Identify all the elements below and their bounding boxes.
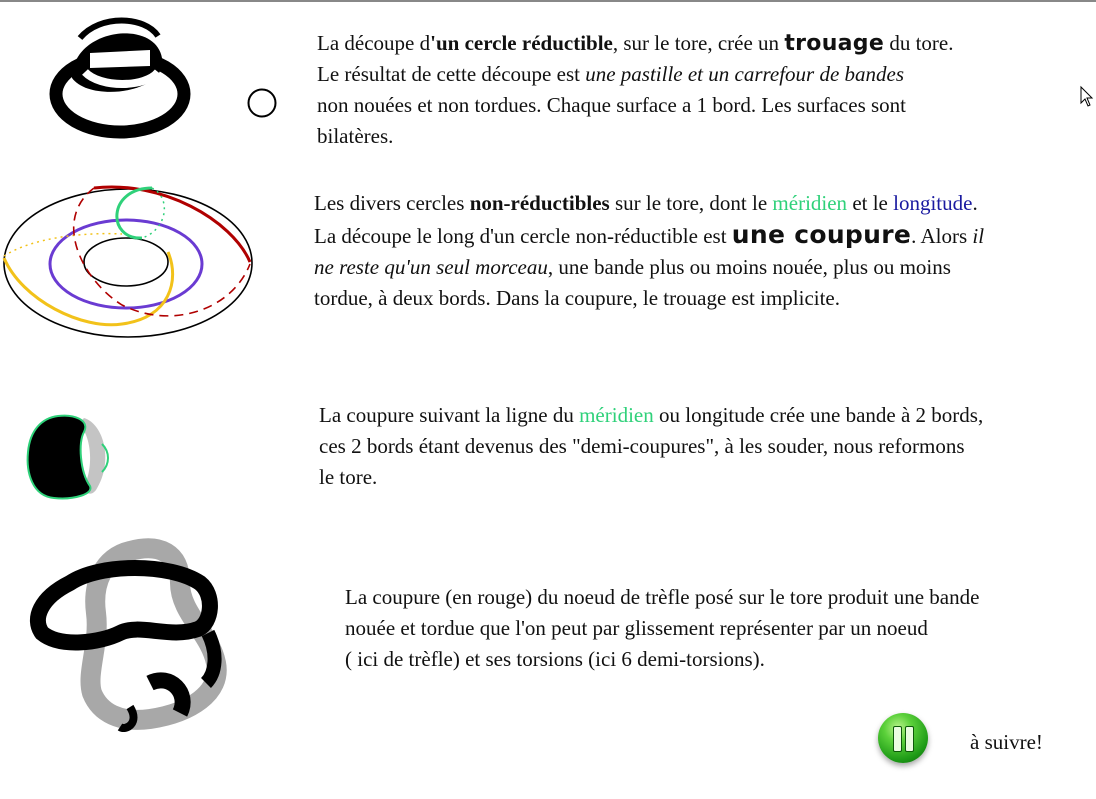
- text-run: La coupure suivant la ligne du: [319, 403, 580, 427]
- text-run: ou longitude crée une bande à 2 bords,: [653, 403, 984, 427]
- text-run: , sur le tore, crée un: [612, 31, 785, 55]
- text-line: [319, 400, 983, 431]
- bold-term: non-réductibles: [469, 191, 610, 215]
- section-trefoil-text: [345, 582, 979, 675]
- pastille-circle: [246, 88, 278, 118]
- text-run: Les divers cercles: [314, 191, 470, 215]
- next-label[interactable]: à suivre!: [970, 730, 1043, 754]
- section-reducible-text: [317, 28, 953, 152]
- text-run: Le résultat de cette découpe est: [317, 62, 586, 86]
- text-line: [314, 219, 984, 252]
- section-non-reducible-text: [314, 188, 984, 314]
- text-line: le tore.: [319, 465, 378, 489]
- italic-term: une pastille et un carrefour de bandes: [585, 62, 905, 86]
- next-slide-button[interactable]: [878, 713, 928, 763]
- section-meridian-cut-text: [319, 400, 983, 493]
- text-line: [317, 28, 953, 59]
- bold-term: 'un cercle réductible: [430, 31, 613, 55]
- text-run: La découpe d: [317, 31, 431, 55]
- text-run: . Alors: [911, 224, 973, 248]
- text-line: [314, 188, 984, 219]
- italic-term: il: [972, 224, 985, 248]
- pause-icon: [893, 726, 913, 750]
- text-line: La coupure (en rouge) du noeud de trèfle posé sur le tore produit une bande: [345, 585, 980, 609]
- text-line: tordue, à deux bords. Dans la coupure, le trouage est implicite.: [314, 286, 841, 310]
- meridian-cut-band-figure: [24, 412, 114, 504]
- text-line: non nouées et non tordues. Chaque surface a 1 bord. Les surfaces sont: [317, 93, 906, 117]
- longitude-term: longitude: [893, 191, 973, 215]
- text-line: bilatères.: [317, 124, 394, 148]
- text-line: nouée et tordue que l'on peut par glissement représenter par un noeud: [345, 616, 928, 640]
- text-run: , une bande plus ou moins nouée, plus ou moins: [547, 255, 951, 279]
- italic-term: ne reste qu'un seul morceau: [314, 255, 548, 279]
- text-line: ( ici de trèfle) et ses torsions (ici 6 demi-torsions).: [345, 647, 765, 671]
- top-border: [0, 0, 1096, 2]
- text-line: [314, 252, 984, 283]
- text-run: La découpe le long d'un cercle non-réductible est: [314, 224, 732, 248]
- mouse-cursor-icon: [1080, 86, 1094, 108]
- text-run: et le: [847, 191, 894, 215]
- text-run: sur le tore, dont le: [609, 191, 773, 215]
- text-line: ces 2 bords étant devenus des "demi-coupures", à les souder, nous reformons: [319, 434, 965, 458]
- meridien-term: méridien: [579, 403, 654, 427]
- text-run: .: [972, 191, 978, 215]
- text-run: du tore.: [884, 31, 954, 55]
- emphasis-term: une coupure: [731, 220, 912, 249]
- reducible-cut-torus-figure: [50, 8, 200, 144]
- non-reducible-circles-torus-figure: [2, 180, 257, 342]
- meridien-term: méridien: [772, 191, 848, 215]
- trefoil-knot-band-figure: [30, 543, 230, 735]
- emphasis-term: trouage: [784, 31, 885, 56]
- text-line: [317, 59, 953, 90]
